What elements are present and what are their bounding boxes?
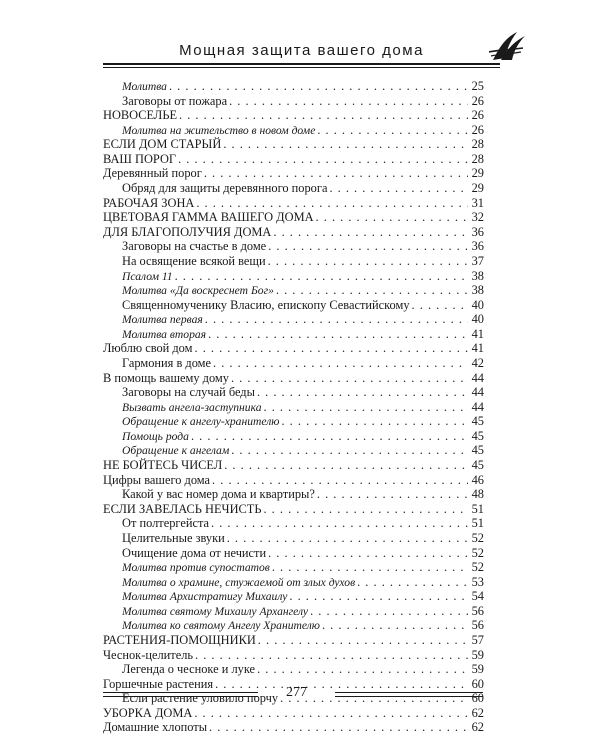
toc-entry-page: 60 <box>471 691 484 706</box>
toc-leader-dots <box>329 181 468 196</box>
toc-entry-page: 26 <box>471 108 484 123</box>
toc-entry <box>103 429 484 444</box>
toc-entry-title: Обращение к ангелу-хранителю <box>122 415 280 429</box>
toc-entry-page: 62 <box>471 720 484 735</box>
toc-entry <box>103 662 484 677</box>
toc-leader-dots <box>268 254 468 269</box>
toc-entry <box>103 269 484 284</box>
toc-leader-dots <box>169 79 468 94</box>
toc-entry-page: 45 <box>471 414 484 429</box>
toc-entry-page: 41 <box>471 326 484 341</box>
toc-leader-dots <box>317 487 468 502</box>
toc-entry-title: Помощь рода <box>122 429 189 443</box>
toc-entry-page: 59 <box>471 662 484 677</box>
toc-leader-dots <box>357 575 468 590</box>
toc-entry <box>103 312 484 327</box>
toc-leader-dots <box>322 618 468 633</box>
toc-entry-title: Домашние хлопоты <box>103 720 208 735</box>
toc-entry <box>103 181 484 196</box>
running-header <box>103 42 500 62</box>
toc-entry <box>103 720 484 735</box>
toc-entry <box>103 633 484 648</box>
toc-entry-title: Молитва на жительство в новом доме <box>122 123 316 137</box>
toc-entry-page: 44 <box>471 399 484 414</box>
toc-entry <box>103 254 484 269</box>
toc-leader-dots <box>227 531 468 546</box>
toc-entry-page: 38 <box>471 283 484 298</box>
toc-leader-dots <box>264 400 468 415</box>
toc-leader-dots <box>229 94 468 109</box>
toc-entry <box>103 371 484 386</box>
toc-entry <box>103 589 484 604</box>
toc-entry-page: 26 <box>471 93 484 108</box>
toc-entry-page: 45 <box>471 443 484 458</box>
toc-entry <box>103 648 484 663</box>
toc-entry-title: Заговоры от пожара <box>122 93 228 108</box>
toc-leader-dots <box>209 720 468 735</box>
toc-leader-dots <box>231 371 468 386</box>
toc-entry-title: Обряд для защиты деревянного порога <box>122 181 328 196</box>
toc-leader-dots <box>175 269 468 284</box>
toc-entry-title: НОВОСЕЛЬЕ <box>103 108 178 123</box>
toc-entry <box>103 443 484 458</box>
toc-entry <box>103 575 484 590</box>
toc-leader-dots <box>263 502 468 517</box>
toc-entry <box>103 560 484 575</box>
toc-entry-title: Молитва Архистратигу Михаилу <box>122 590 288 604</box>
toc-leader-dots <box>179 108 468 123</box>
toc-entry-page: 52 <box>471 560 484 575</box>
toc-leader-dots <box>273 225 468 240</box>
toc-entry-page: 36 <box>471 224 484 239</box>
toc-entry-title: УБОРКА ДОМА <box>103 705 193 720</box>
toc-entry <box>103 152 484 167</box>
header-rule <box>103 63 500 65</box>
toc-leader-dots <box>213 356 468 371</box>
toc-entry-page: 48 <box>471 487 484 502</box>
toc-entry-page: 52 <box>471 530 484 545</box>
toc-entry-page: 36 <box>471 239 484 254</box>
toc-entry-title: Горшечные растения <box>103 676 214 691</box>
toc-entry-page: 26 <box>471 122 484 137</box>
toc-entry-title: Псалом 11 <box>122 269 173 283</box>
toc-entry-title: ЕСЛИ ЗАВЕЛАСЬ НЕЧИСТЬ <box>103 501 262 516</box>
toc-entry-title: ВАШ ПОРОГ <box>103 151 177 166</box>
toc-entry-title: Вызвать ангела-заступника <box>122 400 262 414</box>
toc-leader-dots <box>195 341 469 356</box>
toc-entry <box>103 327 484 342</box>
toc-leader-dots <box>281 414 468 429</box>
toc-entry-page: 40 <box>471 297 484 312</box>
toc-leader-dots <box>211 516 468 531</box>
toc-entry-page: 44 <box>471 385 484 400</box>
toc-entry <box>103 239 484 254</box>
toc-entry-page: 42 <box>471 355 484 370</box>
footer-rule-right <box>335 692 483 697</box>
toc-entry-page: 51 <box>471 501 484 516</box>
toc-entry-title: Священномученику Власию, епископу Севастийскому <box>122 297 410 312</box>
toc-entry <box>103 487 484 502</box>
toc-leader-dots <box>212 473 468 488</box>
toc-entry-page: 45 <box>471 428 484 443</box>
toc-entry-page: 28 <box>471 151 484 166</box>
toc-entry-title: Молитва святому Михаилу Архангелу <box>122 604 309 618</box>
toc-entry-page: 41 <box>471 341 484 356</box>
toc-entry-title: От полтергейста <box>122 516 210 531</box>
toc-entry-page: 59 <box>471 647 484 662</box>
toc-entry-title: Молитва первая <box>122 313 203 327</box>
running-header-title: Мощная защита вашего дома <box>179 42 424 59</box>
toc-leader-dots <box>276 283 468 298</box>
toc-leader-dots <box>289 589 468 604</box>
toc-leader-dots <box>258 633 468 648</box>
toc-entry-title: Молитва <box>122 80 167 93</box>
toc-entry <box>103 604 484 619</box>
toc-entry <box>103 298 484 313</box>
toc-entry <box>103 356 484 371</box>
toc-entry-title: Молитва о храмине, стужаемой от злых духов <box>122 575 356 589</box>
toc-leader-dots <box>205 312 468 327</box>
toc-entry-title: Очищение дома от нечисти <box>122 545 267 560</box>
toc-leader-dots <box>223 137 468 152</box>
toc-leader-dots <box>272 560 468 575</box>
toc-leader-dots <box>412 298 468 313</box>
toc-entry <box>103 196 484 211</box>
toc-entry-title: РАСТЕНИЯ-ПОМОЩНИКИ <box>103 632 256 647</box>
toc-entry <box>103 618 484 633</box>
toc-entry-title: Молитва вторая <box>122 327 207 341</box>
toc-entry-title: Молитва «Да воскреснет Бог» <box>122 284 274 298</box>
toc-entry-title: Если растение уловило порчу <box>122 691 279 706</box>
toc-entry-title: Легенда о чесноке и луке <box>122 662 256 677</box>
table-of-contents <box>103 79 484 735</box>
toc-leader-dots <box>204 166 468 181</box>
toc-entry-page: 45 <box>471 458 484 473</box>
toc-entry-title: Гармония в доме <box>122 355 212 370</box>
toc-entry-page: 57 <box>471 632 484 647</box>
toc-entry-title: Цифры вашего дома <box>103 472 211 487</box>
toc-leader-dots <box>257 385 468 400</box>
toc-entry <box>103 225 484 240</box>
toc-entry-title: Обращение к ангелам <box>122 444 230 458</box>
toc-leader-dots <box>178 152 468 167</box>
toc-leader-dots <box>231 443 468 458</box>
toc-entry-page: 52 <box>471 545 484 560</box>
toc-entry-page: 37 <box>471 253 484 268</box>
toc-leader-dots <box>268 239 468 254</box>
toc-entry-title: Заговоры на счастье в доме <box>122 239 267 254</box>
toc-entry-page: 62 <box>471 705 484 720</box>
page-footer <box>103 683 500 703</box>
page-number: 277 <box>286 685 307 700</box>
toc-entry-title: Заговоры на случай беды <box>122 385 255 400</box>
toc-entry-title: Люблю свой дом <box>103 341 193 356</box>
header-rule-thin <box>103 67 500 68</box>
toc-entry <box>103 458 484 473</box>
toc-entry <box>103 341 484 356</box>
toc-entry-page: 31 <box>471 195 484 210</box>
toc-entry-page: 25 <box>471 79 484 93</box>
toc-entry <box>103 706 484 721</box>
toc-entry <box>103 283 484 298</box>
toc-leader-dots <box>310 604 468 619</box>
toc-entry <box>103 123 484 138</box>
toc-leader-dots <box>191 429 468 444</box>
toc-entry-title: Чеснок-целитель <box>103 647 194 662</box>
toc-entry-title: На освящение всякой вещи <box>122 253 266 268</box>
toc-entry <box>103 502 484 517</box>
toc-leader-dots <box>316 210 468 225</box>
toc-entry-title: Деревянный порог <box>103 166 202 181</box>
toc-leader-dots <box>224 458 468 473</box>
toc-entry <box>103 546 484 561</box>
toc-entry <box>103 137 484 152</box>
toc-entry-page: 54 <box>471 589 484 604</box>
toc-leader-dots <box>268 546 468 561</box>
toc-entry <box>103 516 484 531</box>
toc-entry-page: 29 <box>471 166 484 181</box>
toc-entry-page: 29 <box>471 181 484 196</box>
toc-entry <box>103 94 484 109</box>
toc-entry-page: 53 <box>471 574 484 589</box>
toc-entry <box>103 210 484 225</box>
toc-leader-dots <box>208 327 468 342</box>
toc-entry <box>103 108 484 123</box>
toc-entry-title: Какой у вас номер дома и квартиры? <box>122 487 315 502</box>
toc-entry-title: ЕСЛИ ДОМ СТАРЫЙ <box>103 137 222 152</box>
toc-entry <box>103 385 484 400</box>
toc-entry-page: 46 <box>471 472 484 487</box>
toc-leader-dots <box>194 706 468 721</box>
publisher-logo-icon <box>487 30 527 64</box>
toc-entry-page: 40 <box>471 312 484 327</box>
toc-entry-title: НЕ БОЙТЕСЬ ЧИСЕЛ <box>103 458 223 473</box>
toc-entry-title: РАБОЧАЯ ЗОНА <box>103 195 195 210</box>
toc-leader-dots <box>195 648 468 663</box>
toc-entry-title: ЦВЕТОВАЯ ГАММА ВАШЕГО ДОМА <box>103 210 314 225</box>
toc-entry <box>103 414 484 429</box>
toc-entry-page: 56 <box>471 603 484 618</box>
toc-entry-page: 28 <box>471 137 484 152</box>
toc-entry <box>103 531 484 546</box>
toc-entry-title: Молитва против супостатов <box>122 561 270 575</box>
toc-leader-dots <box>196 196 468 211</box>
toc-entry-title: Целительные звуки <box>122 530 225 545</box>
toc-entry-page: 38 <box>471 268 484 283</box>
toc-entry-page: 32 <box>471 210 484 225</box>
toc-entry <box>103 400 484 415</box>
toc-entry-title: В помощь вашему дому <box>103 370 229 385</box>
toc-entry-title: Молитва ко святому Ангелу Хранителю <box>122 619 320 633</box>
toc-entry <box>103 473 484 488</box>
toc-entry <box>103 79 484 94</box>
toc-entry-page: 44 <box>471 370 484 385</box>
toc-leader-dots <box>317 123 468 138</box>
toc-leader-dots <box>257 662 468 677</box>
toc-entry <box>103 166 484 181</box>
toc-entry-page: 60 <box>471 676 484 691</box>
footer-rule-left <box>103 692 258 697</box>
toc-entry-title: ДЛЯ БЛАГОПОЛУЧИЯ ДОМА <box>103 224 272 239</box>
toc-entry-page: 56 <box>471 618 484 633</box>
toc-entry-page: 51 <box>471 516 484 531</box>
